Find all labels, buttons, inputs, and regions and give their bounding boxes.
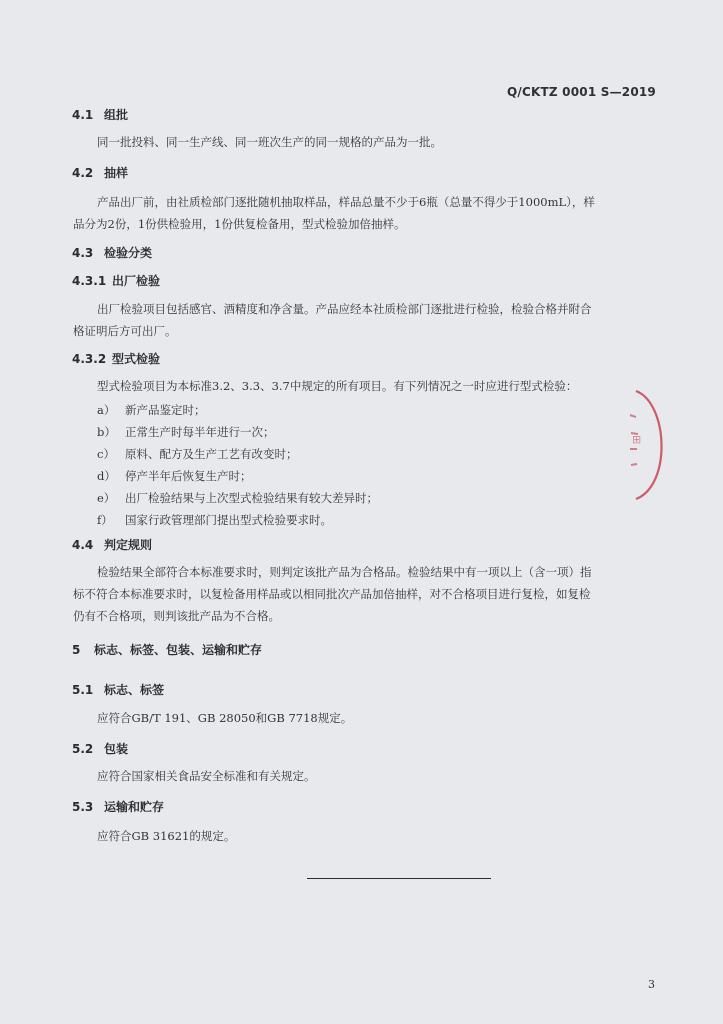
list-item-text: 原料、配方及生产工艺有改变时； [125, 447, 298, 461]
section-title: 标志、标签、包装、运输和贮存 [94, 643, 263, 657]
list-marker: d） [97, 469, 116, 483]
paragraph-line: 仍有不合格项，则判该批产品为不合格。 [73, 609, 280, 623]
seal-stamp-icon [628, 385, 698, 505]
list-item [97, 443, 657, 465]
list-marker: a） [97, 403, 116, 417]
section-number: 4.2 [72, 166, 94, 180]
section-5-heading [72, 641, 262, 658]
section-title: 标志、标签 [104, 683, 165, 697]
inspection-conditions-list [97, 399, 657, 531]
section-5-1-heading [72, 681, 164, 698]
paragraph-line: 同一批投料、同一生产线、同一班次生产的同一规格的产品为一批。 [97, 135, 442, 149]
paragraph-line: 品分为2份，1份供检验用，1份供复检备用，型式检验加倍抽样。 [73, 217, 406, 231]
section-number: 5.3 [72, 800, 94, 814]
section-4-4-heading [72, 536, 152, 553]
section-5-2-text [97, 765, 657, 787]
section-4-3-2-heading [72, 350, 160, 367]
section-number: 5 [72, 643, 81, 657]
section-4-2-heading [72, 164, 128, 181]
paragraph-line: 产品出厂前，由社质检部门逐批随机抽取样品，样品总量不少于6瓶（总量不得少于1000mL），样 [97, 195, 595, 209]
svg-text:⊞: ⊞ [632, 433, 642, 446]
document-code: Q/CKTZ 0001 S—2019 [507, 85, 656, 99]
paragraph-line: 应符合GB/T 191、GB 28050和GB 7718规定。 [97, 711, 353, 725]
section-title: 判定规则 [104, 538, 153, 552]
list-item [97, 421, 657, 443]
list-marker: f） [97, 513, 113, 527]
list-marker: c） [97, 447, 115, 461]
section-number: 4.1 [72, 108, 94, 122]
section-5-2-heading [72, 740, 128, 757]
paragraph-line: 标不符合本标准要求时，以复检备用样品或以相同批次产品加倍抽样，对不合格项目进行复检，如复检 [73, 587, 591, 601]
paragraph-line: 格证明后方可出厂。 [73, 324, 177, 338]
list-marker: e） [97, 491, 116, 505]
list-item-text: 正常生产时每半年进行一次； [125, 425, 275, 439]
paragraph-line: 检验结果全部符合本标准要求时，则判定该批产品为合格品。检验结果中有一项以上（含一项）指 [97, 565, 592, 579]
section-4-3-1-heading [72, 272, 160, 289]
section-title: 组批 [104, 108, 129, 122]
paragraph-line: 型式检验项目为本标准3.2、3.3、3.7中规定的所有项目。有下列情况之一时应进行型式检验： [97, 379, 578, 393]
section-number: 5.1 [72, 683, 94, 697]
section-title: 包装 [104, 742, 129, 756]
section-4-3-1-text [73, 298, 657, 342]
section-4-3-heading [72, 244, 152, 261]
section-title: 运输和贮存 [104, 800, 165, 814]
section-number: 4.3.2 [72, 352, 107, 366]
list-item [97, 399, 657, 421]
section-4-1-text [97, 131, 657, 153]
section-title: 检验分类 [104, 246, 153, 260]
list-item-text: 出厂检验结果与上次型式检验结果有较大差异时； [125, 491, 378, 505]
section-number: 4.3 [72, 246, 94, 260]
list-item-text: 新产品鉴定时； [125, 403, 206, 417]
section-number: 4.3.1 [72, 274, 107, 288]
paragraph-line: 应符合GB 31621的规定。 [97, 829, 236, 843]
list-item-text: 国家行政管理部门提出型式检验要求时。 [125, 513, 332, 527]
list-item [97, 509, 657, 531]
section-4-2-text [73, 191, 657, 235]
section-number: 5.2 [72, 742, 94, 756]
end-rule [307, 878, 491, 879]
paragraph-line: 出厂检验项目包括感官、酒精度和净含量。产品应经本社质检部门逐批进行检验，检验合格并附合 [97, 302, 592, 316]
section-title: 型式检验 [112, 352, 161, 366]
section-title: 出厂检验 [112, 274, 161, 288]
section-5-3-heading [72, 798, 164, 815]
paragraph-line: 应符合国家相关食品安全标准和有关规定。 [97, 769, 316, 783]
list-marker: b） [97, 425, 116, 439]
list-item [97, 465, 657, 487]
section-number: 4.4 [72, 538, 94, 552]
section-5-3-text [97, 825, 657, 847]
page-number: 3 [648, 978, 655, 991]
list-item [97, 487, 657, 509]
section-5-1-text [97, 707, 657, 729]
section-4-4-text [73, 561, 657, 627]
section-4-3-2-intro [97, 375, 657, 397]
section-title: 抽样 [104, 166, 129, 180]
list-item-text: 停产半年后恢复生产时； [125, 469, 252, 483]
section-4-1-heading [72, 106, 128, 123]
